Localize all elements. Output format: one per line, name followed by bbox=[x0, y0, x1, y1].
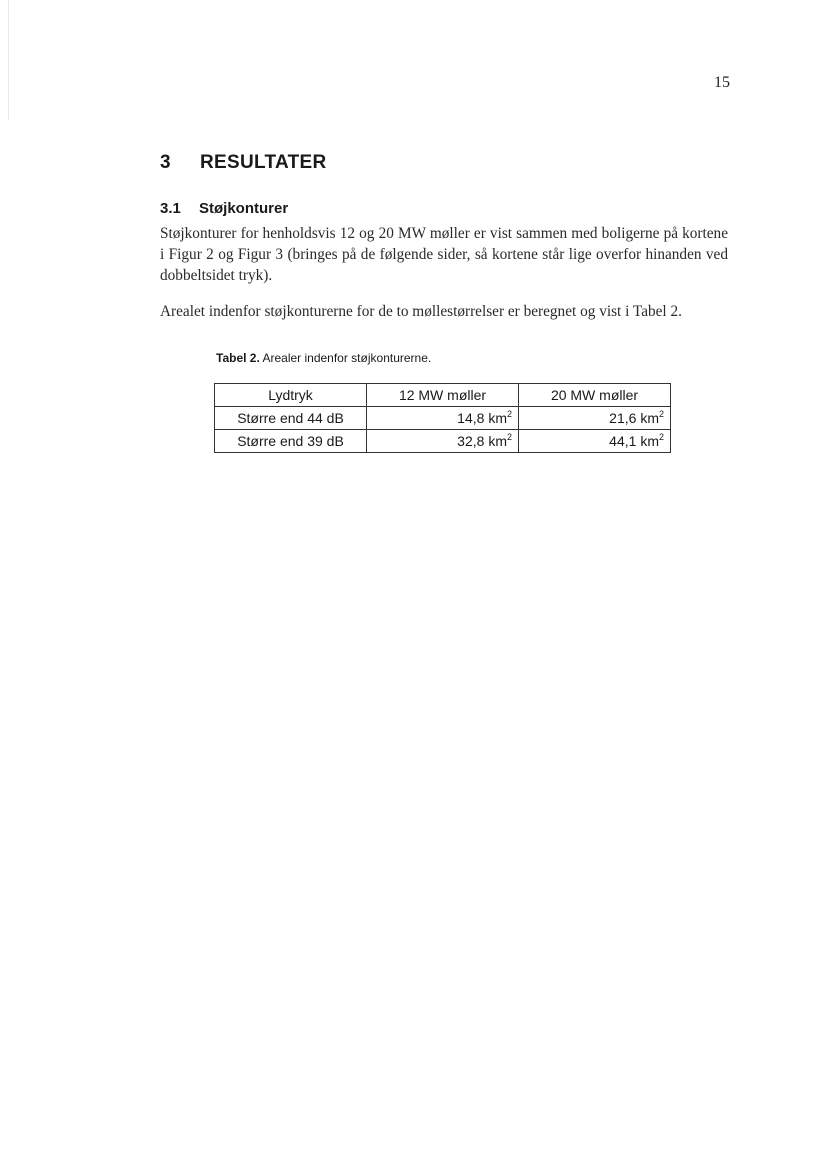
area-cell-20mw bbox=[519, 407, 671, 430]
area-unit: km bbox=[488, 433, 507, 449]
row-label: Større end 39 dB bbox=[215, 430, 367, 453]
area-cell-20mw bbox=[519, 430, 671, 453]
area-unit: km bbox=[640, 410, 659, 426]
body-paragraph-2: Arealet indenfor støjkonturerne for de to møllestørrelser er beregnet og vist i Tabel 2. bbox=[160, 303, 682, 320]
table-caption-text: Arealer indenfor støjkonturerne. bbox=[262, 351, 432, 365]
area-unit: km bbox=[488, 410, 507, 426]
table-header-cell: 20 MW møller bbox=[519, 384, 671, 407]
table-row bbox=[215, 430, 671, 453]
row-label: Større end 44 dB bbox=[215, 407, 367, 430]
subsection-title: Støjkonturer bbox=[199, 200, 289, 217]
subsection-number: 3.1 bbox=[160, 200, 181, 217]
subsection-heading bbox=[160, 200, 288, 217]
area-unit: km bbox=[640, 433, 659, 449]
table-caption bbox=[216, 351, 431, 365]
scan-edge-line bbox=[8, 0, 9, 120]
area-value: 32,8 bbox=[457, 433, 485, 449]
area-cell-12mw bbox=[367, 430, 519, 453]
table-header-cell: Lydtryk bbox=[215, 384, 367, 407]
area-table bbox=[214, 383, 671, 453]
area-value: 21,6 bbox=[609, 410, 637, 426]
table-caption-label: Tabel 2. bbox=[216, 351, 260, 365]
table-header-row bbox=[215, 384, 671, 407]
table-header-cell: 12 MW møller bbox=[367, 384, 519, 407]
unit-exponent: 2 bbox=[506, 432, 512, 442]
area-value: 44,1 bbox=[609, 433, 637, 449]
section-heading bbox=[160, 152, 327, 174]
section-number: 3 bbox=[160, 152, 171, 173]
unit-exponent: 2 bbox=[658, 409, 664, 419]
body-paragraph-1: Støjkonturer for henholdsvis 12 og 20 MW møller er vist sammen med boligerne på kortene i Figur 2 og Figur 3 (bringes på de følgende sider, så kortene står lige overfor hinanden ved dobbeltsidet tryk). bbox=[160, 225, 728, 284]
unit-exponent: 2 bbox=[506, 409, 512, 419]
table-row bbox=[215, 407, 671, 430]
unit-exponent: 2 bbox=[658, 432, 664, 442]
area-cell-12mw bbox=[367, 407, 519, 430]
area-value: 14,8 bbox=[457, 410, 485, 426]
section-title: RESULTATER bbox=[200, 152, 327, 173]
page-number: 15 bbox=[714, 74, 730, 91]
